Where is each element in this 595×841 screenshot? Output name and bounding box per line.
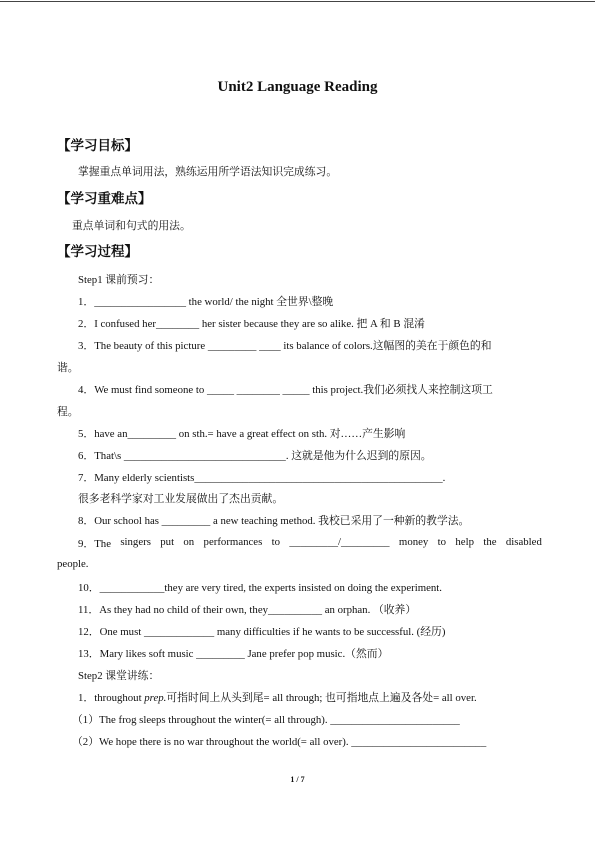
exercise-item: 4．We must find someone to _____ ________ _____ this project.我们必须找人来控制这项工 xyxy=(78,384,493,396)
exercise-item: 2．I confused her________ her sister because they are so alike. 把 A 和 B 混淆 xyxy=(78,318,425,330)
word: help xyxy=(455,536,474,548)
key-text: 重点单词和句式的用法。 xyxy=(72,220,191,232)
top-border xyxy=(0,1,595,2)
word: disabled xyxy=(505,536,542,548)
exercise-item-continuation: people. xyxy=(57,558,89,570)
word: to xyxy=(271,536,281,548)
exercise-item: 7．Many elderly scientists______________________________________________. xyxy=(78,472,446,484)
step2-label: Step2 课堂讲练： xyxy=(78,670,160,682)
exercise-item: 5．have an_________ on sth.= have a great effect on sth. 对……产生影响 xyxy=(78,428,406,440)
exercise-item: 1．_________________ the world/ the night 全世界\整晚 xyxy=(78,296,334,308)
word: the xyxy=(483,536,497,548)
page-title: Unit2 Language Reading xyxy=(217,79,378,95)
word: on xyxy=(183,536,195,548)
exercise-item: 12．One must _____________ many difficulties if he wants to be successful. (经历) xyxy=(78,626,446,638)
goal-text: 掌握重点单词用法，熟练运用所学语法知识完成练习。 xyxy=(78,166,338,178)
exercise-item-continuation: 谐。 xyxy=(57,362,79,374)
word: performances xyxy=(203,536,263,548)
word: singers xyxy=(120,536,151,548)
word: to xyxy=(437,536,447,548)
part-of-speech: prep. xyxy=(144,692,167,704)
word: put xyxy=(160,536,175,548)
exercise-item: 10．____________they are very tired, the experts insisted on doing the experiment. xyxy=(78,582,443,594)
blank: _________/_________ xyxy=(289,536,390,548)
explanation-item xyxy=(78,690,477,705)
exercise-item: 6．That\s ______________________________. 这就是他为什么迟到的原因。 xyxy=(78,450,432,462)
exercise-item: 13．Mary likes soft music _________ Jane prefer pop music.（然而） xyxy=(78,648,389,660)
section-heading-goal: 【学习目标】 xyxy=(57,138,138,153)
word: 9．The xyxy=(78,538,111,550)
explanation-post: 可指时间上从头到尾= all through; 也可指地点上遍及各处= all over. xyxy=(166,692,477,704)
exercise-item: 8．Our school has _________ a new teaching method. 我校已采用了一种新的教学法。 xyxy=(78,515,470,527)
exercise-item: 11．As they had no child of their own, they__________ an orphan. （收养） xyxy=(78,604,417,616)
section-heading-process: 【学习过程】 xyxy=(57,244,138,259)
exercise-item-continuation: 很多老科学家对工业发展做出了杰出贡献。 xyxy=(78,493,284,505)
exercise-item-9 xyxy=(78,536,542,551)
example-sentence: （2）We hope there is no war throughout the world(= all over). _________________________ xyxy=(72,736,487,748)
word: money xyxy=(398,536,429,548)
example-sentence: （1）The frog sleeps throughout the winter(= all through). ________________________ xyxy=(72,714,460,726)
section-heading-key: 【学习重难点】 xyxy=(57,191,152,206)
page-number: 1 / 7 xyxy=(290,775,305,784)
explanation-pre: 1．throughout xyxy=(78,692,145,704)
step1-label: Step1 课前预习： xyxy=(78,274,160,286)
exercise-item-continuation: 程。 xyxy=(57,406,79,418)
exercise-item: 3．The beauty of this picture _________ ____ its balance of colors.这幅图的美在于颜色的和 xyxy=(78,340,492,352)
